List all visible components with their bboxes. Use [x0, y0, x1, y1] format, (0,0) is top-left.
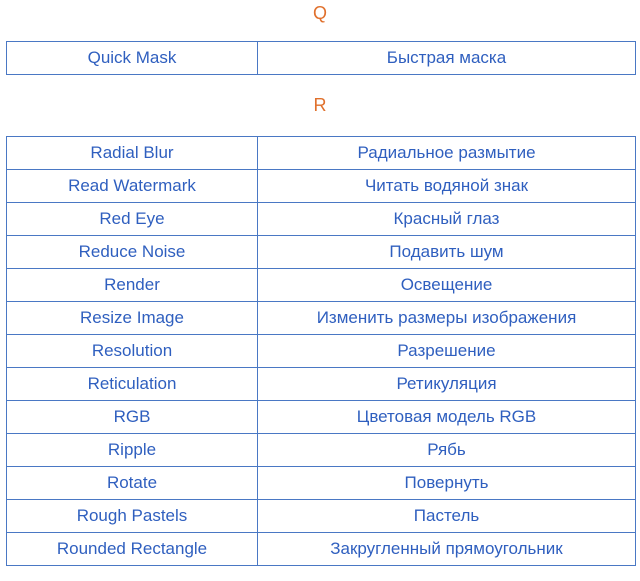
term-english: Read Watermark — [7, 170, 258, 203]
term-russian: Повернуть — [258, 467, 636, 500]
table-row — [7, 269, 636, 302]
table-row — [7, 467, 636, 500]
term-english: Resolution — [7, 335, 258, 368]
term-russian: Рябь — [258, 434, 636, 467]
table-row — [7, 434, 636, 467]
term-russian: Быстрая маска — [258, 42, 636, 75]
term-russian: Радиальное размытие — [258, 137, 636, 170]
table-row — [7, 137, 636, 170]
term-english: Rough Pastels — [7, 500, 258, 533]
term-english: Reticulation — [7, 368, 258, 401]
term-english: Radial Blur — [7, 137, 258, 170]
term-english: Red Eye — [7, 203, 258, 236]
term-english: Rounded Rectangle — [7, 533, 258, 566]
term-russian: Изменить размеры изображения — [258, 302, 636, 335]
term-russian: Закругленный прямоугольник — [258, 533, 636, 566]
section-letter-q: Q — [312, 3, 327, 23]
term-english: Reduce Noise — [7, 236, 258, 269]
glossary-table-r — [6, 136, 636, 566]
term-english: Rotate — [7, 467, 258, 500]
table-row — [7, 368, 636, 401]
table-row — [7, 335, 636, 368]
section-letter-r: R — [313, 95, 327, 115]
table-row — [7, 401, 636, 434]
glossary-table-q — [6, 41, 636, 75]
table-row — [7, 533, 636, 566]
term-english: Quick Mask — [7, 42, 258, 75]
table-row — [7, 203, 636, 236]
table-row — [7, 500, 636, 533]
table-row — [7, 170, 636, 203]
term-russian: Читать водяной знак — [258, 170, 636, 203]
term-english: Ripple — [7, 434, 258, 467]
term-english: RGB — [7, 401, 258, 434]
table-row — [7, 236, 636, 269]
term-russian: Освещение — [258, 269, 636, 302]
term-russian: Цветовая модель RGB — [258, 401, 636, 434]
term-russian: Разрешение — [258, 335, 636, 368]
table-row — [7, 302, 636, 335]
term-russian: Красный глаз — [258, 203, 636, 236]
term-english: Resize Image — [7, 302, 258, 335]
term-russian: Пастель — [258, 500, 636, 533]
term-russian: Подавить шум — [258, 236, 636, 269]
table-row — [7, 42, 636, 75]
term-english: Render — [7, 269, 258, 302]
term-russian: Ретикуляция — [258, 368, 636, 401]
